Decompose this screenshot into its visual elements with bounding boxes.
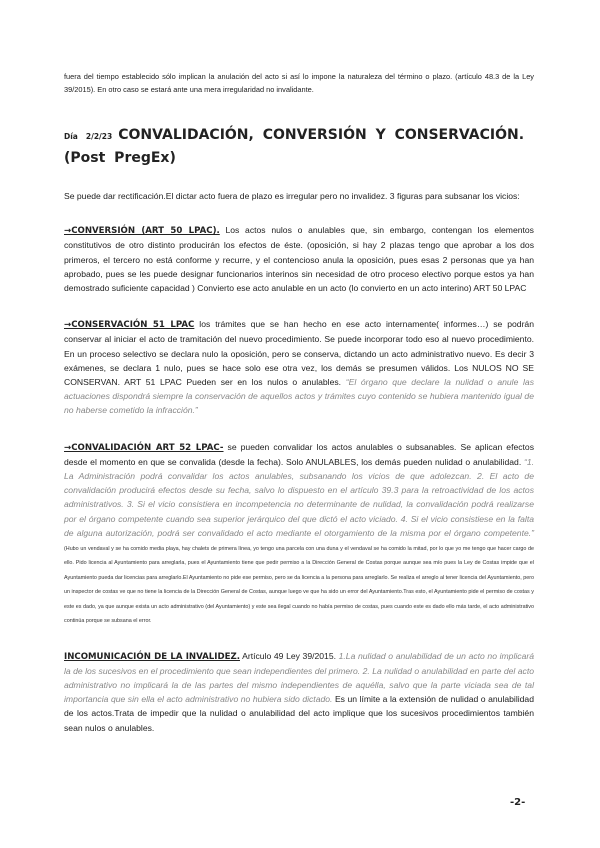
page-number: -2- (510, 797, 526, 808)
convalidacion-heading: →CONVALIDACIÓN ART 52 LPAC- (64, 442, 224, 453)
intro-paragraph: fuera del tiempo establecido sólo implican la anulación del acto si así lo impone la naturaleza del término o plazo. (artículo 48.3 de la Ley 39/2015). En otro caso se estará ante una mera irregularidad no invalidante. (64, 72, 534, 94)
conservacion-heading: →CONSERVACIÓN 51 LPAC (64, 320, 195, 331)
conversion-heading: →CONVERSIÓN (ART 50 LPAC). (64, 226, 220, 237)
convalidacion-text: se pueden convalidar los actos anulables o subsanables. Se aplican efectos desde el momento en que se convalida (desde la fecha). Solo ANULABLES, los demás pueden nulidad o anulabilidad. (64, 441, 534, 467)
incomunicacion-paragraph (64, 649, 534, 735)
day-label: Día (64, 132, 78, 141)
convalidacion-example-note: (Hubo un vendaval y se ha comido media playa, hay chalets de primera línea, yo tengo una parcela con una duna y el vendaval se ha comido la mitad, por lo que yo me tengo que hacer cargo de ello. Pido licencia al Ayuntamiento para arreglarla, pues el Ayuntamiento tiene que pedir permiso a la Dirección General de Costas porque aunque sea mío pues la Ley de Costas impide que el Ayuntamiento pueda dar licencias para arreglarlo.El Ayuntamiento no pide ese permiso, pero se da licencia a la persona para arreglarlo. Se realiza el arreglo al tener licencia del Ayuntamiento, pero un inspector de costas ve que no tiene la licencia de la Dirección General de Costas, aunque luego ve que ha sido un error del Ayuntamiento.Tras esto, el Ayuntamiento pide el permiso de costas y este es dado, ya que aunque exista un acto administrativo (del Ayuntamiento) y este sea ilegal cuando no había permiso de costas, pues cuando este es dado ello más tarde, el acto administrativo continúa porque se subsana el error. (64, 546, 534, 625)
incomunicacion-text-2: Es un límite a la extensión de nulidad o anulabilidad de los actos.Trata de impedir que la nulidad o anulabilidad del acto implique que los sucesivos procedimientos también sean nulos o anulables. (64, 694, 534, 733)
conversion-paragraph (64, 223, 534, 295)
incomunicacion-heading: INCOMUNICACIÓN DE LA INVALIDEZ. (64, 651, 240, 662)
incomunicacion-text-1: Artículo 49 Ley 39/2015. (239, 650, 339, 661)
conservacion-quote: “El órgano que declare la nulidad o anule las actuaciones dispondrá siempre la conservación de aquellos actos y trámites cuyo contenido se hubiera mantenido igual de no haberse cometido la infracción.” (64, 377, 534, 416)
lead-paragraph: Se puede dar rectificación.El dictar acto fuera de plazo es irregular pero no invalidez. 3 figuras para subsanar los vicios: (64, 191, 520, 201)
document-page (64, 70, 534, 735)
convalidacion-paragraph (64, 440, 534, 627)
section-heading (64, 124, 534, 169)
conversion-text: Los actos nulos o anulables que, sin embargo, contengan los elementos constitutivos de otro distinto producirán los efectos de éste. (oposición, si hay 2 plazas tengo que aprobar a los dos primeros, el tercero no está conforme y recurre, y el contencioso anula la oposición, pues esas 2 personas que ya han aprobado, pues se les puede designar funcionarios interinos sin necesidad de otro proceso electivo porque estos ya han demostrado suficiente capacidad ) Convierto ese acto anulable en un acto (lo convierto en un acto interino) ART 50 LPAC (64, 225, 534, 294)
heading-date: 2/2/23 (85, 132, 113, 141)
conservacion-paragraph (64, 317, 534, 417)
heading-title: CONVALIDACIÓN, CONVERSIÓN Y CONSERVACIÓN.(Post PregEx) (64, 127, 525, 166)
incomunicacion-quote: 1.La nulidad o anulabilidad de un acto no implicará la de los sucesivos en el procedimiento que sean independientes del primero. 2. La nulidad o anulabilidad en parte del acto administrativo no implicará la de las partes del mismo independientes de aquélla, salvo que la parte viciada sea de tal importancia que sin ella el acto administrativo no hubiera sido dictado. (64, 650, 534, 705)
convalidacion-quote: “1. La Administración podrá convalidar los actos anulables, subsanando los vicios de que adolezcan. 2. El acto de convalidación producirá efectos desde su fecha, salvo lo dispuesto en el artículo 39.3 para la retroactividad de los actos administrativos. 3. Si el vicio consistiera en incompetencia no determinante de nulidad, la convalidación podrá realizarse por el órgano competente cuando sea superior jerárquico del que dictó el acto viciado. 4. Si el vicio consistiese en la falta de alguna autorización, podrá ser convalidado el acto mediante el otorgamiento de la misma por el órgano competente.” (64, 456, 534, 538)
conservacion-text: los trámites que se han hecho en ese acto internamente( informes…) se podrán conservar al iniciar el acto de tramitación del nuevo procedimiento. Se puede incorporar todo eso al nuevo procedimiento. En un proceso selectivo se declara nulo la oposición, pero se conserva, dictando un acto administrativo nuevo. Es decir 3 exámenes, se declara 1 nulo, pues se hace solo ese otra vez, los demás se presumen válidos. Los NULOS NO SE CONSERVAN. ART 51 LPAC Pueden ser en los nulos o anulables. (64, 319, 534, 388)
